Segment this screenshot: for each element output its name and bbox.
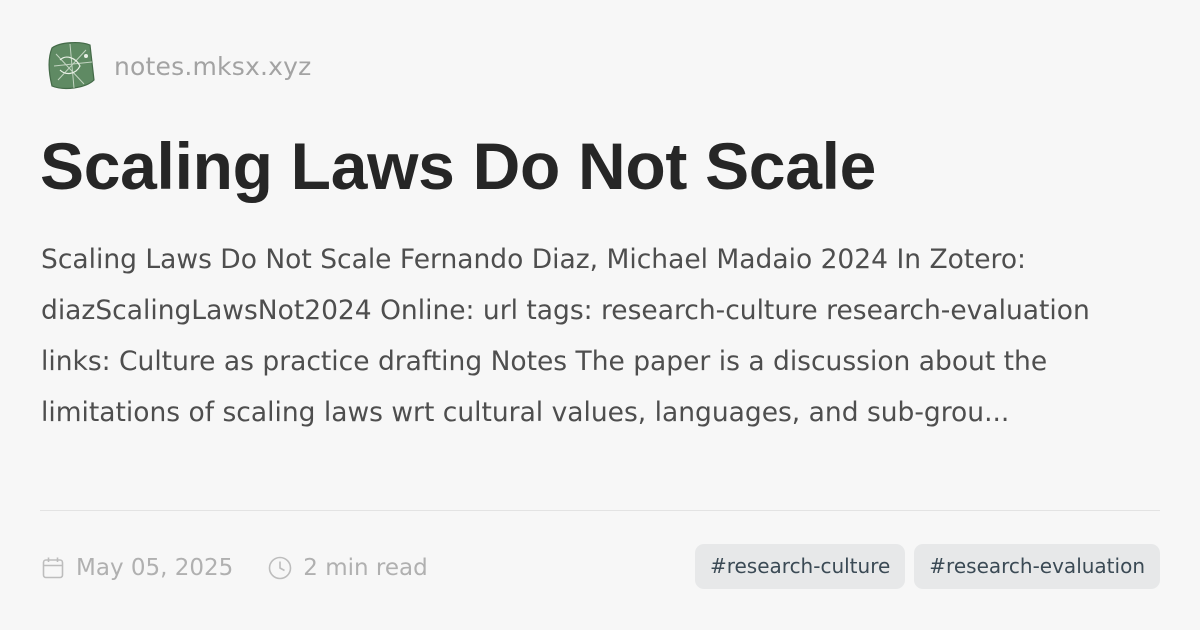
post-date-text: May 05, 2025: [76, 555, 234, 581]
post-meta: [40, 548, 428, 588]
tag-research-culture[interactable]: #research-culture: [695, 544, 905, 589]
site-header[interactable]: [46, 40, 311, 92]
read-time-text: 2 min read: [303, 555, 428, 581]
page-title: Scaling Laws Do Not Scale: [40, 129, 877, 203]
post-date: [40, 555, 233, 581]
tag-list: [695, 544, 1160, 589]
calendar-icon: [40, 555, 66, 581]
map-logo-icon: [46, 40, 96, 92]
post-excerpt: Scaling Laws Do Not Scale Fernando Diaz, Michael Madaio 2024 In Zotero: diazScalingLawsNot2024 Online: url tags: research-culture research-evaluation links: Culture as practice drafting Notes The paper is a discussion about the limitations of scaling laws wrt cultural values, languages, and sub-grou...: [41, 244, 1090, 428]
tag-research-evaluation[interactable]: #research-evaluation: [914, 544, 1160, 589]
divider: [40, 510, 1160, 511]
read-time: [267, 555, 427, 581]
clock-icon: [267, 555, 293, 581]
site-domain[interactable]: notes.mksx.xyz: [114, 51, 312, 81]
